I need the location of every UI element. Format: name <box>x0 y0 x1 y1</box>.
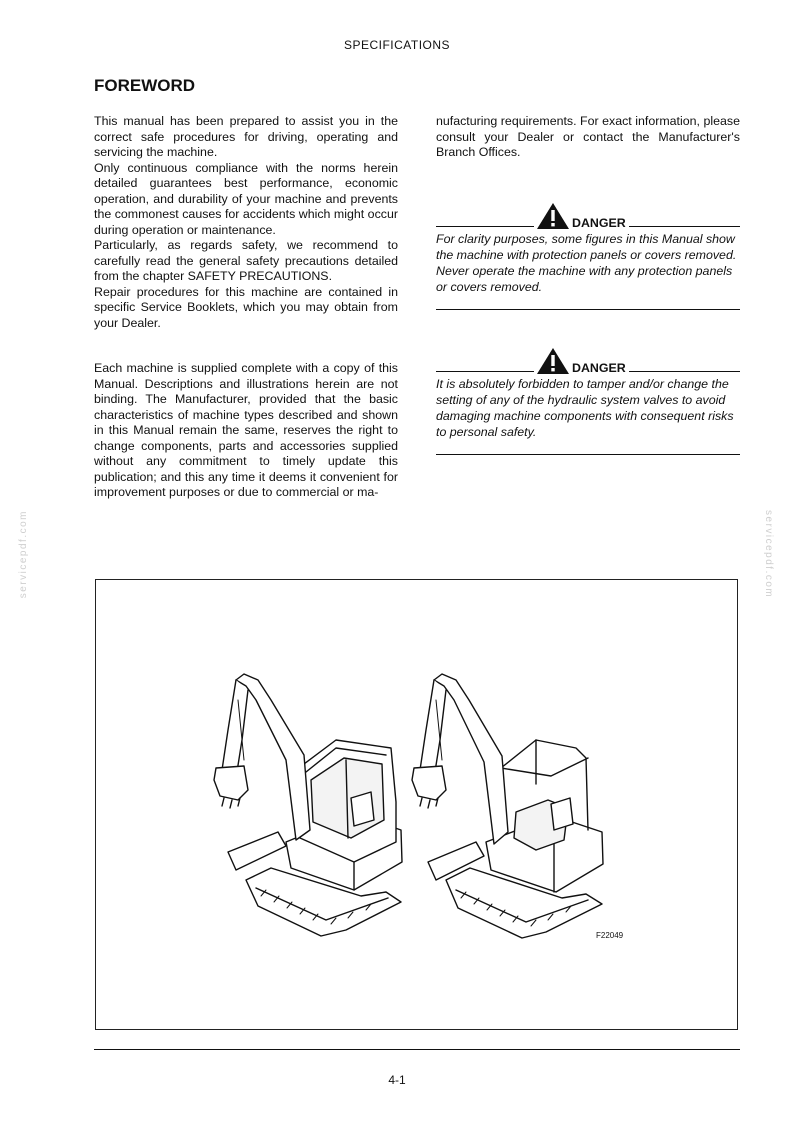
excavator-canopy-icon <box>412 674 603 938</box>
page-number: 4-1 <box>388 1073 406 1087</box>
danger-warning-1 <box>436 200 740 310</box>
danger-warning-2 <box>436 345 740 455</box>
left-column <box>94 114 398 501</box>
footer-rule <box>94 1049 740 1050</box>
danger-heading <box>436 200 740 230</box>
paragraph: Repair procedures for this machine are contained in specific Service Booklets, which you may obtain from your Dealer. <box>94 284 398 330</box>
warning-triangle-icon <box>536 202 570 230</box>
danger-label: DANGER <box>572 216 626 230</box>
figure-frame <box>95 579 738 1030</box>
watermark-right: servicepdf.com <box>763 510 774 599</box>
figure-illustration <box>96 580 739 1031</box>
danger-text: It is absolutely forbidden to tamper and/or change the setting of any of the hydraulic system valves to avoid damaging machine components with consequent risks to personal safety. <box>436 377 734 439</box>
danger-heading <box>436 345 740 375</box>
right-column <box>436 114 740 161</box>
watermark-left: servicepdf.com <box>18 510 29 599</box>
paragraph: Only continuous compliance with the norms herein detailed guarantees best performance, economic operation, and durability of your machine and prevents the commonest causes for accidents which might occur during operation or maintenance. <box>94 160 398 237</box>
running-header: SPECIFICATIONS <box>343 38 451 52</box>
excavator-cab-icon <box>214 674 402 936</box>
paragraph: This manual has been prepared to assist you in the correct safe procedures for driving, operating and servicing the machine. <box>94 114 398 159</box>
paragraph-continuation: nufacturing requirements. For exact information, please consult your Dealer or contact the Manufacturer's Branch Offices. <box>436 114 740 159</box>
page-title: FOREWORD <box>94 76 196 95</box>
figure-code: F22049 <box>596 931 624 940</box>
paragraph: Each machine is supplied complete with a copy of this Manual. Descriptions and illustrations herein are not binding. The Manufacturer, provided that the basic characteristics of machine types described and shown in this Manual remain the same, reserves the right to change components, parts and accessories supplied without any commitment to timely update this publication; and this any time it deems it convenient for improvement purposes or due to commercial or ma- <box>94 361 398 499</box>
danger-text: For clarity purposes, some figures in this Manual show the machine with protection panels or covers removed. Never operate the machine with any protection panels or covers removed. <box>436 232 737 294</box>
paragraph: Particularly, as regards safety, we recommend to carefully read the general safety precautions detailed from the chapter SAFETY PRECAUTIONS. <box>94 238 398 283</box>
warning-triangle-icon <box>536 347 570 375</box>
danger-label: DANGER <box>572 361 626 375</box>
